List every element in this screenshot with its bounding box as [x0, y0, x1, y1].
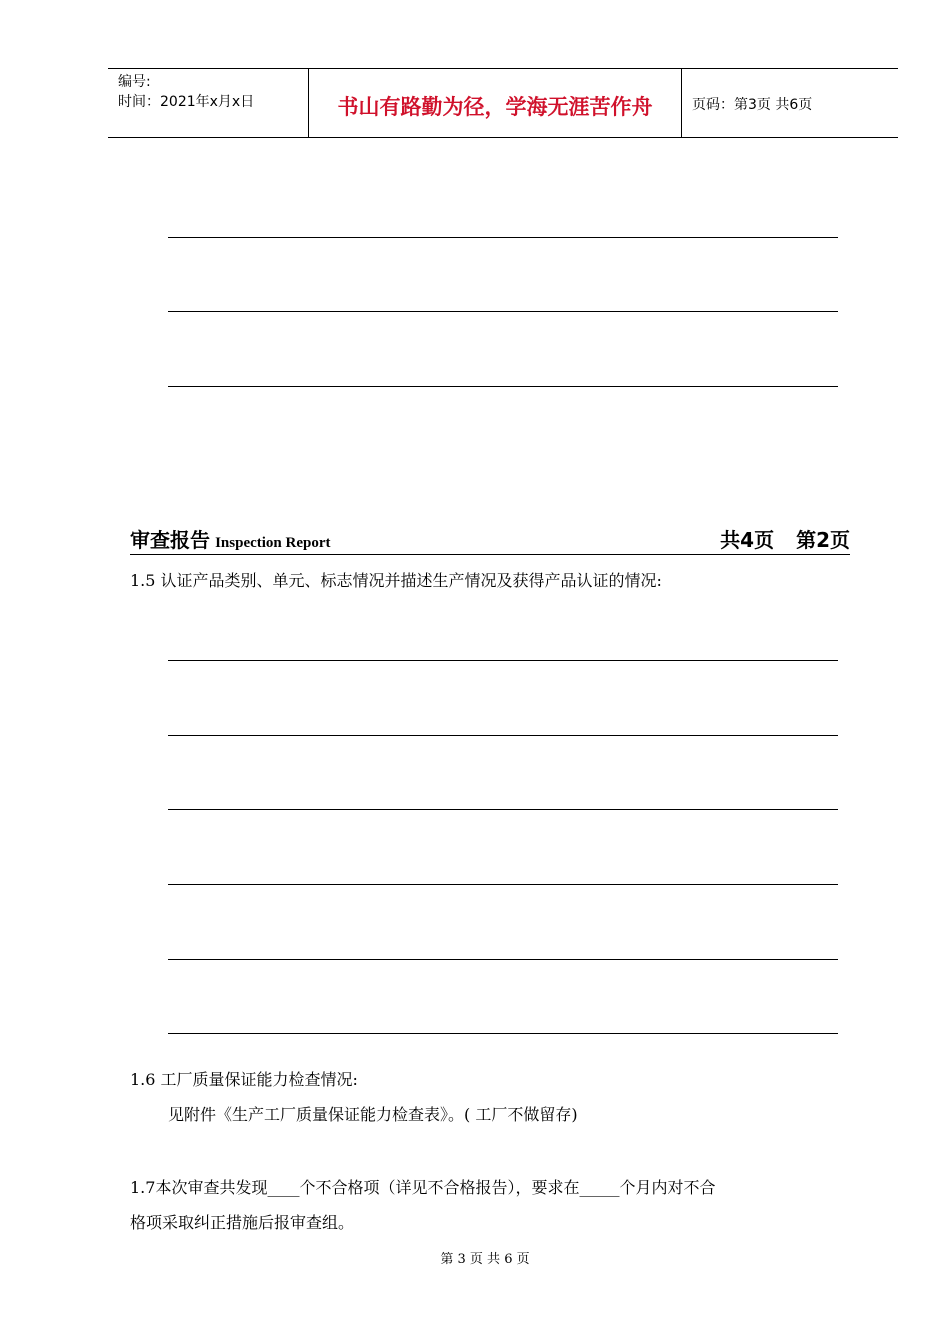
page-footer: 第 3 页 共 6 页: [440, 1252, 530, 1267]
header-meta-cell: [108, 69, 309, 137]
motto-text: 书山有路勤为径，学海无涯苦作舟: [337, 94, 653, 119]
report-total-pages: 共4页: [720, 528, 775, 552]
section-1-7-line1: 1.7本次审查共发现____个不合格项（详见不合格报告），要求在_____个月内对不合: [130, 1178, 716, 1197]
section-1-7-line2: 格项采取纠正措施后报审查组。: [130, 1213, 355, 1232]
report-page-count: [720, 524, 850, 553]
header-motto-cell: [309, 69, 682, 137]
blank-line: [168, 1033, 838, 1034]
blank-line: [168, 809, 838, 810]
blank-line: [168, 884, 838, 885]
page-indicator: 页码：第3页 共6页: [692, 97, 813, 113]
report-title-zh: 审查报告: [130, 528, 210, 552]
time-label: 时间：2021年x月x日: [118, 94, 255, 110]
blank-line: [168, 386, 838, 387]
report-current-page: 第2页: [796, 528, 850, 552]
page-header: [108, 68, 898, 138]
blank-line: [168, 237, 838, 238]
number-label: 编号:: [118, 74, 151, 90]
blank-line: [168, 311, 838, 312]
section-1-6-body: 见附件《生产工厂质量保证能力检查表》。( 工厂不做留存): [168, 1105, 578, 1124]
blank-line: [168, 959, 838, 960]
report-title-row: [130, 526, 850, 555]
header-page-cell: [682, 69, 898, 137]
blank-line: [168, 735, 838, 736]
section-1-5-heading: 1.5 认证产品类别、单元、标志情况并描述生产情况及获得产品认证的情况:: [130, 571, 662, 590]
section-1-6-heading: 1.6 工厂质量保证能力检查情况:: [130, 1070, 358, 1089]
report-title: [130, 524, 331, 553]
report-title-en: Inspection Report: [215, 535, 331, 551]
blank-line: [168, 660, 838, 661]
